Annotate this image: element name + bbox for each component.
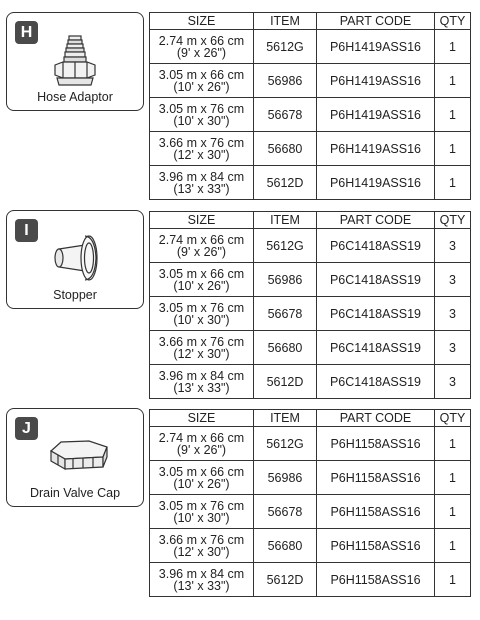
column-header-item: ITEM: [254, 410, 317, 427]
column-header-size: SIZE: [150, 212, 254, 229]
qty-cell: 1: [435, 166, 471, 200]
column-header-item: ITEM: [254, 13, 317, 30]
item-cell: 56678: [254, 98, 317, 132]
part-code-cell: P6C1418ASS19: [317, 297, 435, 331]
item-cell: 56986: [254, 461, 317, 495]
part-code-cell: P6H1419ASS16: [317, 132, 435, 166]
size-imperial: (10' x 30"): [173, 113, 230, 128]
parts-table-j: [149, 409, 471, 597]
size-metric: 3.96 m x 84 cm: [158, 566, 245, 581]
column-header-size: SIZE: [150, 13, 254, 30]
hose-adaptor-icon: [47, 33, 103, 89]
size-cell: [150, 64, 254, 98]
part-name: Drain Valve Cap: [29, 486, 121, 500]
part-name: Hose Adaptor: [37, 90, 113, 104]
size-cell: [150, 132, 254, 166]
size-metric: 3.96 m x 84 cm: [158, 169, 245, 184]
qty-cell: 1: [435, 98, 471, 132]
table-row: [150, 495, 471, 529]
item-cell: 5612D: [254, 365, 317, 399]
size-cell: [150, 365, 254, 399]
size-metric: 3.05 m x 76 cm: [158, 101, 245, 116]
part-code-cell: P6H1158ASS16: [317, 529, 435, 563]
column-header-part-code: PART CODE: [317, 212, 435, 229]
table-row: [150, 229, 471, 263]
item-cell: 5612D: [254, 166, 317, 200]
qty-cell: 1: [435, 64, 471, 98]
column-header-part-code: PART CODE: [317, 13, 435, 30]
size-imperial: (10' x 26"): [173, 476, 230, 491]
size-metric: 3.05 m x 76 cm: [158, 300, 245, 315]
size-metric: 2.74 m x 66 cm: [158, 232, 245, 247]
size-cell: [150, 331, 254, 365]
table-row: [150, 331, 471, 365]
parts-table-h: [149, 12, 471, 200]
size-imperial: (9' x 26"): [176, 244, 227, 259]
size-metric: 3.66 m x 76 cm: [158, 532, 245, 547]
part-letter-badge: H: [15, 21, 38, 44]
part-code-cell: P6C1418ASS19: [317, 263, 435, 297]
part-card-h: [6, 12, 144, 111]
item-cell: 56678: [254, 297, 317, 331]
part-code-cell: P6C1418ASS19: [317, 365, 435, 399]
table-row: [150, 365, 471, 399]
size-metric: 2.74 m x 66 cm: [158, 33, 245, 48]
part-code-cell: P6H1158ASS16: [317, 461, 435, 495]
size-imperial: (13' x 33"): [173, 380, 230, 395]
qty-cell: 3: [435, 229, 471, 263]
qty-cell: 1: [435, 132, 471, 166]
size-metric: 3.05 m x 66 cm: [158, 464, 245, 479]
qty-cell: 3: [435, 263, 471, 297]
size-imperial: (12' x 30"): [173, 346, 230, 361]
column-header-qty: QTY: [435, 212, 471, 229]
size-metric: 3.96 m x 84 cm: [158, 368, 245, 383]
size-cell: [150, 563, 254, 597]
table-row: [150, 529, 471, 563]
item-cell: 56680: [254, 529, 317, 563]
item-cell: 56680: [254, 132, 317, 166]
size-metric: 3.05 m x 66 cm: [158, 266, 245, 281]
size-imperial: (13' x 33"): [173, 181, 230, 196]
size-imperial: (12' x 30"): [173, 544, 230, 559]
size-metric: 2.74 m x 66 cm: [158, 430, 245, 445]
item-cell: 5612G: [254, 427, 317, 461]
table-row: [150, 563, 471, 597]
size-imperial: (10' x 30"): [173, 510, 230, 525]
size-metric: 3.66 m x 76 cm: [158, 135, 245, 150]
size-cell: [150, 263, 254, 297]
qty-cell: 3: [435, 365, 471, 399]
part-letter-badge: I: [15, 219, 38, 242]
qty-cell: 1: [435, 529, 471, 563]
size-imperial: (10' x 30"): [173, 312, 230, 327]
table-row: [150, 461, 471, 495]
part-code-cell: P6C1418ASS19: [317, 229, 435, 263]
table-header-row: [150, 410, 471, 427]
part-code-cell: P6H1158ASS16: [317, 563, 435, 597]
item-cell: 56986: [254, 263, 317, 297]
column-header-qty: QTY: [435, 410, 471, 427]
part-code-cell: P6H1158ASS16: [317, 427, 435, 461]
qty-cell: 3: [435, 297, 471, 331]
qty-cell: 3: [435, 331, 471, 365]
table-header-row: [150, 13, 471, 30]
table-row: [150, 132, 471, 166]
table-header-row: [150, 212, 471, 229]
column-header-part-code: PART CODE: [317, 410, 435, 427]
size-imperial: (10' x 26"): [173, 278, 230, 293]
part-name: Stopper: [53, 288, 97, 302]
size-imperial: (9' x 26"): [176, 442, 227, 457]
table-row: [150, 166, 471, 200]
size-cell: [150, 98, 254, 132]
part-letter-badge: J: [15, 417, 38, 440]
column-header-size: SIZE: [150, 410, 254, 427]
qty-cell: 1: [435, 427, 471, 461]
part-card-i: [6, 210, 144, 309]
qty-cell: 1: [435, 30, 471, 64]
column-header-item: ITEM: [254, 212, 317, 229]
size-cell: [150, 461, 254, 495]
size-cell: [150, 30, 254, 64]
table-row: [150, 30, 471, 64]
table-row: [150, 64, 471, 98]
part-code-cell: P6H1419ASS16: [317, 166, 435, 200]
part-code-cell: P6H1419ASS16: [317, 30, 435, 64]
parts-table-i: [149, 211, 471, 399]
table-row: [150, 297, 471, 331]
table-row: [150, 98, 471, 132]
qty-cell: 1: [435, 563, 471, 597]
size-imperial: (10' x 26"): [173, 79, 230, 94]
drain-valve-cap-icon: [45, 437, 113, 477]
size-metric: 3.05 m x 76 cm: [158, 498, 245, 513]
column-header-qty: QTY: [435, 13, 471, 30]
size-metric: 3.05 m x 66 cm: [158, 67, 245, 82]
part-code-cell: P6C1418ASS19: [317, 331, 435, 365]
size-cell: [150, 529, 254, 563]
size-imperial: (9' x 26"): [176, 45, 227, 60]
size-metric: 3.66 m x 76 cm: [158, 334, 245, 349]
table-row: [150, 427, 471, 461]
part-code-cell: P6H1419ASS16: [317, 98, 435, 132]
item-cell: 56986: [254, 64, 317, 98]
item-cell: 5612G: [254, 30, 317, 64]
size-imperial: (12' x 30"): [173, 147, 230, 162]
part-card-j: [6, 408, 144, 507]
table-row: [150, 263, 471, 297]
item-cell: 56680: [254, 331, 317, 365]
size-cell: [150, 166, 254, 200]
size-imperial: (13' x 33"): [173, 578, 230, 593]
size-cell: [150, 297, 254, 331]
stopper-icon: [51, 233, 107, 283]
size-cell: [150, 229, 254, 263]
part-code-cell: P6H1158ASS16: [317, 495, 435, 529]
size-cell: [150, 495, 254, 529]
item-cell: 5612D: [254, 563, 317, 597]
qty-cell: 1: [435, 461, 471, 495]
size-cell: [150, 427, 254, 461]
item-cell: 56678: [254, 495, 317, 529]
qty-cell: 1: [435, 495, 471, 529]
item-cell: 5612G: [254, 229, 317, 263]
part-code-cell: P6H1419ASS16: [317, 64, 435, 98]
